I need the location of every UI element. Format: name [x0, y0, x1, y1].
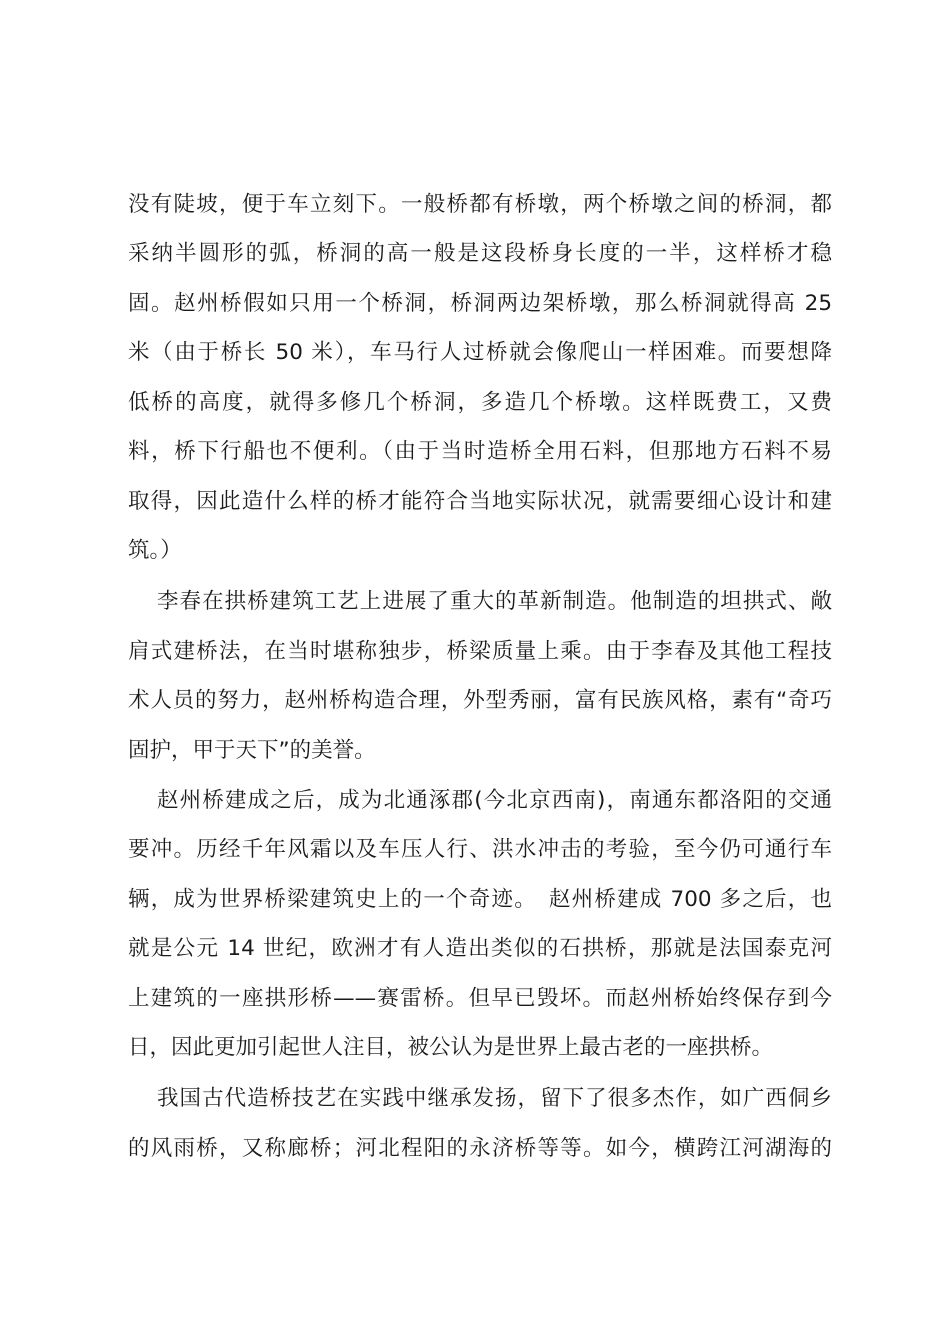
text-line: 术人员的努力，赵州桥构造合理，外型秀丽，富有民族风格，素有“奇巧	[128, 688, 832, 713]
text-line: 李春在拱桥建筑工艺上进展了重大的革新制造。他制造的坦拱式、敞	[157, 589, 832, 614]
text-line: 日，因此更加引起世人注目，被公认为是世界上最古老的一座拱桥。	[128, 1035, 774, 1060]
text-line: 固。赵州桥假如只用一个桥洞，桥洞两边架桥墩，那么桥洞就得高 25	[128, 291, 832, 316]
text-line: 赵州桥建成之后，成为北通涿郡(今北京西南)，南通东都洛阳的交通	[157, 788, 832, 813]
text-line: 采纳半圆形的弧，桥洞的高一般是这段桥身长度的一半，这样桥才稳	[128, 241, 832, 266]
text-line: 辆，成为世界桥梁建筑史上的一个奇迹。 赵州桥建成 700 多之后，也	[128, 887, 832, 912]
text-line: 肩式建桥法，在当时堪称独步，桥梁质量上乘。由于李春及其他工程技	[128, 639, 832, 664]
text-line: 筑。）	[128, 538, 182, 563]
text-line: 要冲。历经千年风霜以及车压人行、洪水冲击的考验，至今仍可通行车	[128, 837, 832, 862]
text-line: 上建筑的一座拱形桥——赛雷桥。但早已毁坏。而赵州桥始终保存到今	[128, 986, 832, 1011]
text-line: 固护，甲于天下”的美誉。	[128, 738, 376, 763]
text-line: 料，桥下行船也不便利。（由于当时造桥全用石料，但那地方石料不易	[128, 439, 832, 464]
text-line: 就是公元 14 世纪，欧洲才有人造出类似的石拱桥，那就是法国泰克河	[128, 936, 832, 961]
text-line: 米（由于桥长 50 米），车马行人过桥就会像爬山一样困难。而要想降	[128, 340, 832, 365]
text-line: 我国古代造桥技艺在实践中继承发扬，留下了很多杰作，如广西侗乡	[157, 1086, 832, 1111]
text-line: 的风雨桥，又称廊桥；河北程阳的永济桥等等。如今，横跨江河湖海的	[128, 1136, 832, 1161]
text-line: 低桥的高度，就得多修几个桥洞，多造几个桥墩。这样既费工，又费	[128, 390, 832, 415]
text-line: 没有陡坡，便于车立刻下。一般桥都有桥墩，两个桥墩之间的桥洞，都	[128, 192, 832, 217]
text-line: 取得，因此造什么样的桥才能符合当地实际状况，就需要细心设计和建	[128, 489, 832, 514]
